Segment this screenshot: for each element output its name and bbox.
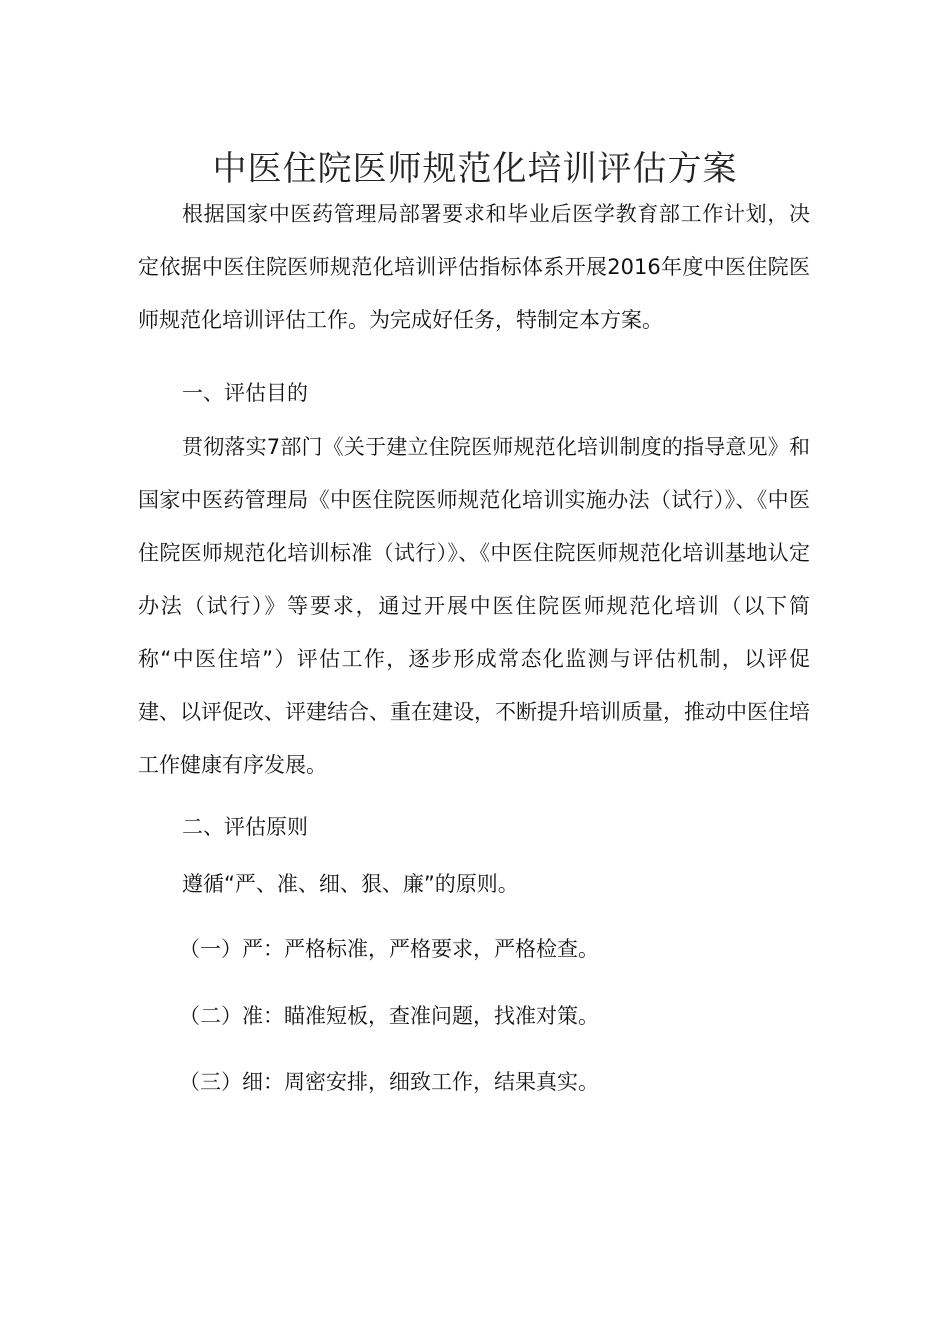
section2-lead: 遵循“严、准、细、狠、廉”的原则。 [182, 872, 519, 896]
section1-body: 贯彻落实7部门《关于建立住院医师规范化培训制度的指导意见》和国家中医药管理局《中医住院医师规范化培训实施办法（试行）》、《中医住院医师规范化培训标准（试行）》、《中医住院医师规范化培训基地认定办法（试行）》等要求，通过开展中医住院医师规范化培训（以下简称“中医住培”）评估工作，逐步形成常态化监测与评估机制，以评促建、以评促改、评建结合、重在建设，不断提升培训质量，推动中医住培工作健康有序发展。 [138, 435, 810, 777]
principle-item-1: （一）严：严格标准，严格要求，严格检查。 [179, 937, 599, 961]
document-title: 中医住院医师规范化培训评估方案 [212, 148, 738, 189]
intro-paragraph: 根据国家中医药管理局部署要求和毕业后医学教育部工作计划，决定依据中医住院医师规范化培训评估指标体系开展2016年度中医住院医师规范化培训评估工作。为完成好任务，特制定本方案。 [138, 202, 810, 332]
principle-item-3: （三）细：周密安排，细致工作，结果真实。 [179, 1070, 599, 1094]
principle-item-2: （二）准：瞄准短板，查准问题，找准对策。 [179, 1004, 599, 1028]
section1-heading: 一、评估目的 [182, 381, 308, 405]
section2-heading: 二、评估原则 [182, 815, 308, 839]
